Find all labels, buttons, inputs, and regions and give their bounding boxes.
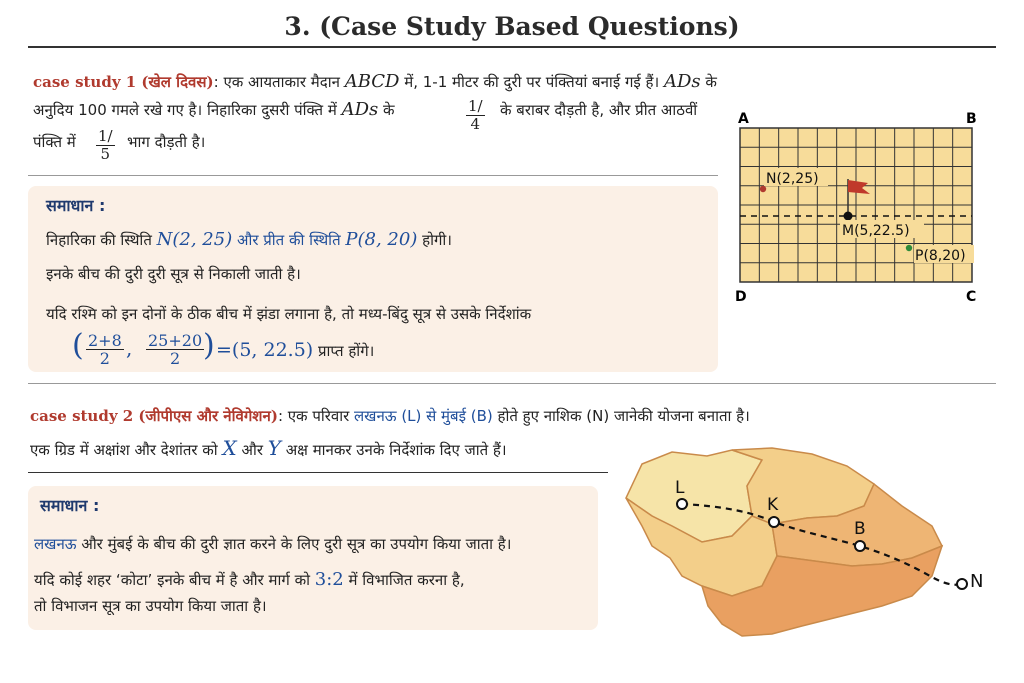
city-l-label: L	[675, 478, 685, 498]
corner-d: D	[735, 289, 747, 305]
solution1-text: होगी।	[417, 231, 452, 249]
case2-line1	[30, 402, 750, 430]
point-n-coords: N(2, 25)	[156, 229, 233, 250]
solution2-text: यदि कोई शहर ‘कोटा’ इनके बीच में है और मार्ग को	[34, 571, 315, 589]
point-p-coords: P(8, 20)	[345, 229, 418, 250]
axis-x-symbol: X	[222, 436, 237, 460]
solution1-result	[216, 336, 374, 365]
case1-fraction-fifth	[96, 128, 115, 163]
midpoint-y-fraction	[146, 332, 204, 367]
case2-label: case study 2 (जीपीएस और नेविगेशन)	[30, 407, 278, 425]
solution2-text: में विभाजित करना है,	[343, 571, 465, 589]
midpoint-x-fraction	[86, 332, 124, 367]
corner-a: A	[738, 111, 749, 127]
solution1-line3: यदि रश्मि को इन दोनों के ठीक बीच में झंडा लगाना है, तो मध्य-बिंदु सूत्र से उसके निर्देशांक	[46, 305, 532, 323]
case1-text: के	[700, 73, 717, 91]
case1-math: ABCD	[344, 71, 400, 92]
comma: ,	[126, 336, 133, 360]
page-title: 3. (Case Study Based Questions)	[284, 12, 740, 41]
point-p-label: P(8,20)	[915, 248, 966, 264]
case1-math: ADs	[663, 71, 701, 92]
fraction-denominator: 4	[470, 115, 481, 133]
solution1-line2: इनके बीच की दुरी दुरी सूत्र से निकाली जाती है।	[46, 265, 301, 283]
case1-text: : एक आयताकार मैदान	[213, 73, 345, 91]
case1-line3-end: भाग दौड़ती है।	[127, 133, 206, 151]
corner-b: B	[966, 111, 977, 127]
city-n-marker	[957, 579, 967, 589]
fraction-denominator: 2	[99, 349, 110, 368]
city-k-label: K	[767, 495, 779, 515]
fraction-numerator: 2+8	[88, 331, 122, 350]
city-n-label: N	[970, 571, 984, 592]
case2-text: अक्ष मानकर उनके निर्देशांक दिए जाते हैं।	[280, 441, 507, 459]
fraction-numerator: 1/	[98, 127, 113, 145]
lucknow-label: लखनऊ	[34, 535, 77, 553]
solution1-line1	[46, 226, 452, 254]
solution1-text: प्राप्त होंगे।	[313, 342, 375, 360]
case1-line2	[33, 96, 395, 124]
divider	[28, 175, 718, 176]
case2-text: होते हुए नाशिक (N) जानेकी योजना बनाता है।	[492, 407, 750, 425]
case2-line2	[30, 434, 507, 464]
case1-text: अनुदिय 100 गमले रखे गए है। निहारिका दुसरी पंक्ति में	[33, 101, 342, 119]
fraction-denominator: 5	[100, 145, 111, 163]
city-b-label: B	[854, 519, 866, 539]
solution2-line3: तो विभाजन सूत्र का उपयोग किया जाता है।	[34, 597, 267, 615]
solution1-heading: समाधान :	[46, 196, 106, 215]
solution2-text: और मुंबई के बीच की दुरी ज्ञात करने के लिए दुरी सूत्र का उपयोग किया जाता है।	[76, 535, 512, 553]
case2-cities: लखनऊ (L) से मुंबई (B)	[354, 407, 493, 425]
point-m-marker	[844, 212, 853, 221]
axis-y-symbol: Y	[267, 436, 281, 460]
fraction-denominator: 2	[169, 349, 181, 368]
section-divider	[28, 383, 996, 384]
case2-text: और	[236, 441, 268, 459]
point-m-label: M(5,22.5)	[842, 223, 910, 239]
case2-text: एक ग्रिड में अक्षांश और देशांतर को	[30, 441, 223, 459]
case1-line2-end: के बराबर दौड़ती है, और प्रीत आठवीं	[500, 101, 698, 119]
ratio-value: 3:2	[314, 569, 344, 590]
case1-line3-start: पंक्ति में	[33, 133, 76, 151]
divider	[28, 472, 608, 473]
case1-label: case study 1 (खेल दिवस)	[33, 73, 214, 91]
solution2-line1	[34, 530, 511, 558]
solution2-line2	[34, 566, 465, 594]
solution1-text: निहारिका की स्थिति	[46, 231, 157, 249]
case1-text: के	[378, 101, 395, 119]
solution2-heading: समाधान :	[40, 496, 100, 515]
case1-text: में, 1-1 मीटर की दुरी पर पंक्तियां बनाई गई हैं।	[399, 73, 664, 91]
case1-math: ADs	[341, 99, 379, 120]
city-k-marker	[769, 517, 779, 527]
case1-fraction-quarter	[466, 98, 485, 133]
title-rule	[28, 46, 996, 48]
city-b-marker	[855, 541, 865, 551]
point-n-label: N(2,25)	[766, 171, 819, 187]
case1-line1	[33, 68, 717, 96]
fraction-numerator: 25+20	[148, 331, 203, 350]
route-map-figure	[612, 446, 1012, 652]
paren-close: )	[203, 328, 215, 363]
midpoint-result: =(5, 22.5)	[216, 339, 314, 361]
fraction-numerator: 1/	[468, 97, 483, 115]
solution1-text: और प्रीत की स्थिति	[232, 231, 346, 249]
field-grid-figure	[730, 106, 994, 306]
corner-c: C	[966, 289, 977, 305]
paren-open: (	[72, 328, 84, 363]
city-l-marker	[677, 499, 687, 509]
case2-text: : एक परिवार	[277, 407, 355, 425]
point-p-marker	[906, 245, 912, 251]
